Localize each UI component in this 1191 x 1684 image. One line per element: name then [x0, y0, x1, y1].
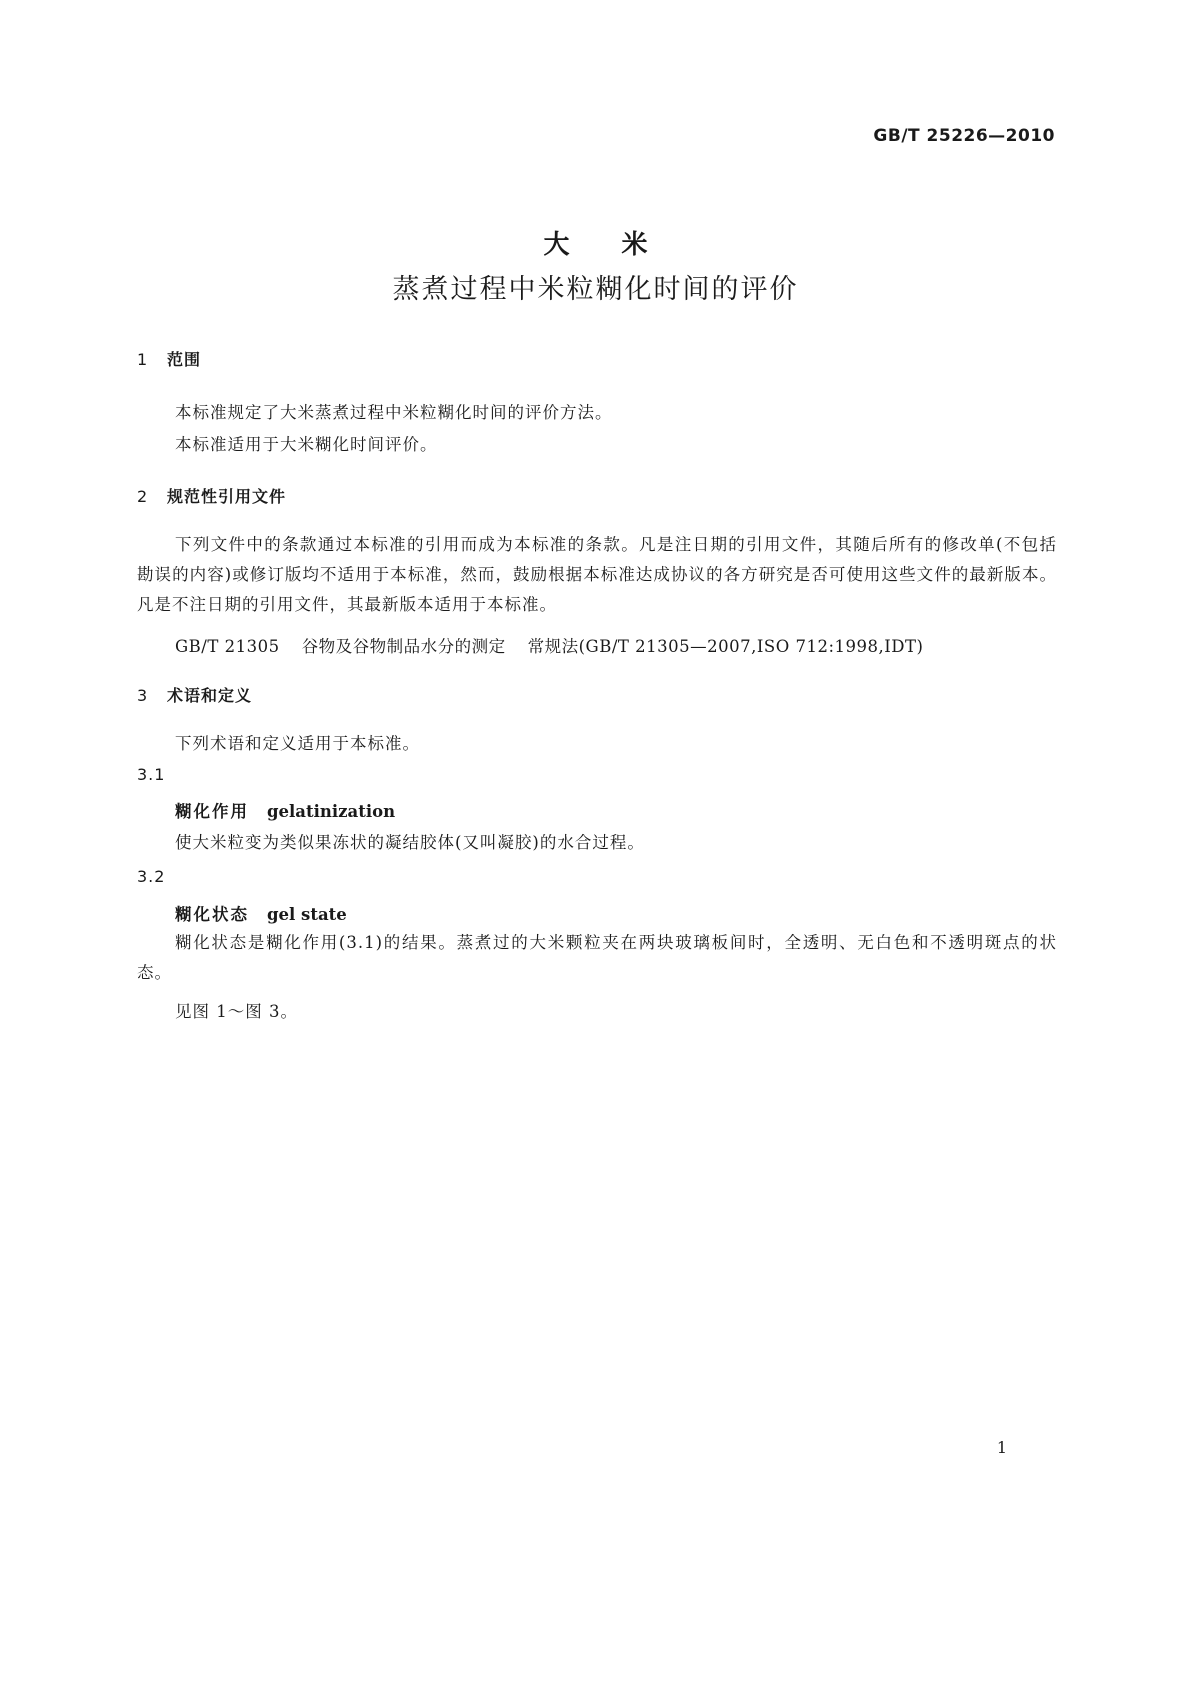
reference-title: 谷物及谷物制品水分的测定 — [301, 637, 506, 656]
reference-detail: 常规法(GB/T 21305—2007,ISO 712:1998,IDT) — [527, 637, 924, 656]
document-title-sub: 蒸煮过程中米粒糊化时间的评价 — [392, 274, 799, 305]
term-heading — [175, 901, 347, 925]
term-heading — [175, 798, 395, 822]
term-definition: 使大米粒变为类似果冻状的凝结胶体(又叫凝胶)的水合过程。 — [175, 833, 645, 852]
term-name-en: gel state — [267, 905, 347, 924]
section-3-intro: 下列术语和定义适用于本标准。 — [175, 734, 420, 753]
term-name-zh: 糊化状态 — [175, 905, 249, 924]
term-name-en: gelatinization — [267, 802, 396, 821]
section-1-paragraph-1: 本标准规定了大米蒸煮过程中米粒糊化时间的评价方法。 — [175, 403, 613, 422]
section-3-title: 术语和定义 — [167, 686, 253, 705]
section-3-number: 3 — [137, 686, 149, 705]
reference-code: GB/T 21305 — [175, 637, 280, 656]
term-number: 3.2 — [137, 867, 166, 886]
term-note: 见图 1～图 3。 — [175, 1002, 298, 1021]
page-number: 1 — [996, 1438, 1007, 1457]
section-2-number: 2 — [137, 487, 149, 506]
section-1-title: 范围 — [167, 350, 202, 369]
normative-reference — [175, 633, 923, 657]
section-2-heading — [137, 484, 286, 507]
term-name-zh: 糊化作用 — [175, 802, 249, 821]
term-number: 3.1 — [137, 765, 166, 784]
term-definition: 糊化状态是糊化作用(3.1)的结果。蒸煮过的大米颗粒夹在两块玻璃板间时，全透明、无白色和不透明斑点的状态。 — [137, 933, 1057, 982]
section-1-paragraph-2: 本标准适用于大米糊化时间评价。 — [175, 435, 438, 454]
title-block — [0, 228, 1191, 308]
section-2-title: 规范性引用文件 — [167, 487, 287, 506]
standard-number: GB/T 25226—2010 — [873, 126, 1055, 146]
section-3-heading — [137, 683, 252, 706]
document-title-main: 大米 — [543, 230, 700, 260]
section-2-paragraph: 下列文件中的条款通过本标准的引用而成为本标准的条款。凡是注日期的引用文件，其随后所有的修改单(不包括勘误的内容)或修订版均不适用于本标准，然而，鼓励根据本标准达成协议的各方研究是否可使用这些文件的最新版本。凡是不注日期的引用文件，其最新版本适用于本标准。 — [137, 535, 1057, 614]
section-1-heading — [137, 347, 201, 370]
section-1-number: 1 — [137, 350, 149, 369]
